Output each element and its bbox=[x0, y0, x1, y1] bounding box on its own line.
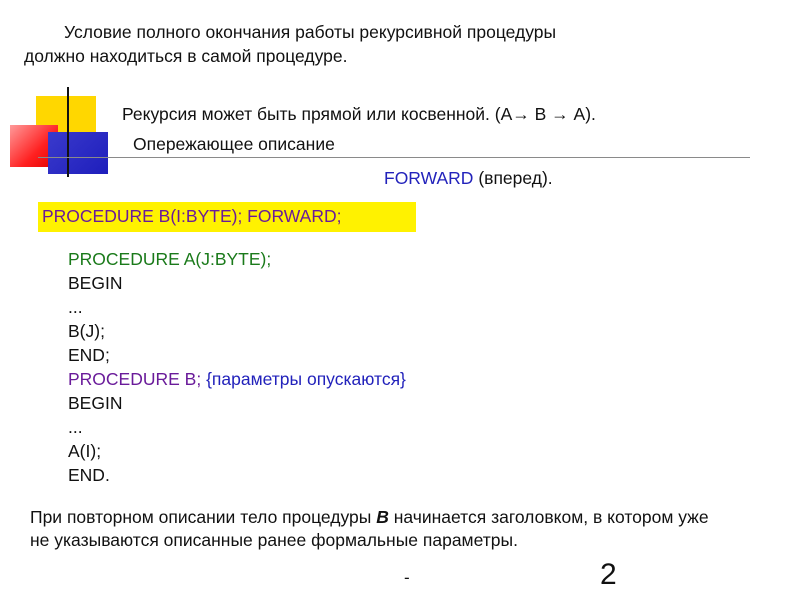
forward-translation: (вперед). bbox=[473, 168, 553, 188]
code-line: ... bbox=[68, 417, 83, 437]
forward-keyword-line bbox=[384, 168, 553, 189]
title-line-2: должно находиться в самой процедуре. bbox=[24, 46, 348, 66]
paragraph-text: При повторном описании тело процедуры bbox=[30, 507, 377, 527]
code-line: B(J); bbox=[68, 321, 105, 341]
code-line: BEGIN bbox=[68, 393, 123, 413]
page-number: 2 bbox=[600, 558, 617, 591]
code-line bbox=[68, 367, 406, 391]
procedure-b-header: PROCEDURE B; bbox=[68, 369, 207, 389]
decor-vertical-line bbox=[67, 87, 69, 177]
code-line: BEGIN bbox=[68, 273, 123, 293]
code-line: END; bbox=[68, 345, 110, 365]
paragraph-text: начинается заголовком, в котором уже не указываются описанные ранее формальные параметры. bbox=[30, 507, 709, 550]
forward-declaration-heading: Опережающее описание bbox=[133, 134, 335, 154]
footer-dash: - bbox=[404, 568, 410, 587]
decor-horizontal-rule bbox=[38, 157, 750, 158]
code-line: END. bbox=[68, 465, 110, 485]
code-line: A(I); bbox=[68, 441, 102, 461]
decor-blue-square bbox=[48, 132, 108, 174]
code-block bbox=[68, 247, 406, 487]
params-comment: {параметры опускаются} bbox=[206, 369, 406, 389]
code-line: PROCEDURE A(J:BYTE); bbox=[68, 249, 272, 269]
explanation-paragraph bbox=[30, 506, 730, 552]
slide-title bbox=[24, 20, 664, 68]
forward-keyword: FORWARD bbox=[384, 168, 474, 188]
procedure-name-emphasis: B bbox=[376, 507, 389, 527]
recursion-types-text: Рекурсия может быть прямой или косвенной. (А→ В → А). bbox=[122, 104, 596, 124]
code-line: ... bbox=[68, 297, 83, 317]
forward-declaration-code: PROCEDURE B(I:BYTE); FORWARD; bbox=[42, 206, 342, 226]
title-line-1: Условие полного окончания работы рекурсивной процедуры bbox=[64, 22, 557, 42]
